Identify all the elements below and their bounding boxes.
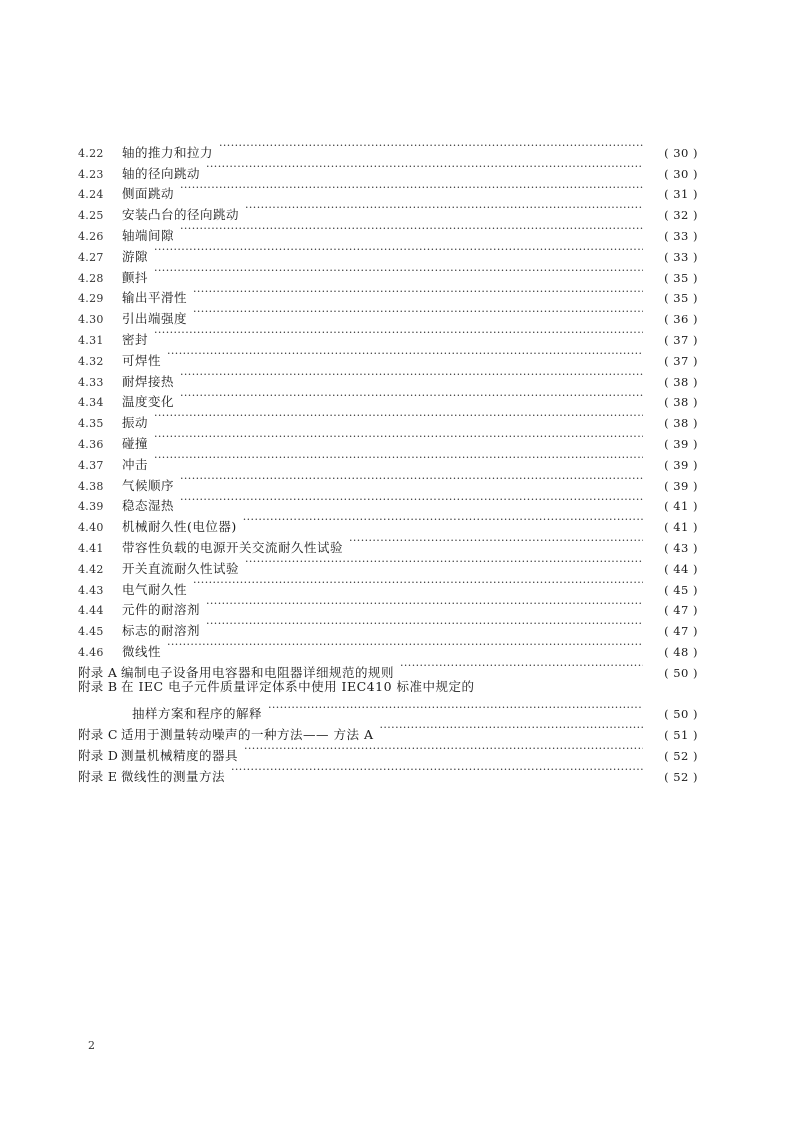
toc-entry[interactable]: [78, 469, 698, 493]
toc-entry-title: 轴的推力和拉力: [122, 144, 214, 160]
appendix-label: 附录 B: [78, 678, 118, 694]
toc-entry-page: ( 47 ): [664, 624, 698, 639]
toc-entry-number: 4.33: [78, 375, 104, 389]
toc-entry-title: 游隙: [122, 248, 149, 264]
toc-entry-number: 4.26: [78, 229, 104, 243]
toc-entry-page: ( 39 ): [664, 436, 698, 451]
toc-entry-title: 引出端强度: [122, 311, 188, 327]
toc-entry-number: 4.29: [78, 292, 104, 306]
toc-entry-number: 4.27: [78, 250, 104, 264]
toc-entry-title: 标志的耐溶剂: [122, 623, 201, 639]
toc-entry-page: ( 38 ): [664, 395, 698, 410]
dot-leader: [180, 178, 643, 199]
toc-entry-page: ( 38 ): [664, 416, 698, 431]
toc-entry-page: ( 48 ): [664, 644, 698, 659]
toc-entry-page: ( 37 ): [664, 353, 698, 368]
dot-leader: [180, 219, 643, 240]
toc-entry-number: 4.39: [78, 500, 104, 514]
toc-entry[interactable]: [78, 136, 698, 160]
toc-entry-title: 元件的耐溶剂: [122, 602, 201, 618]
toc-entry-page: ( 30 ): [664, 166, 698, 181]
dot-leader: [167, 635, 643, 656]
toc-appendix-b[interactable]: [78, 677, 698, 698]
toc-entry-page: ( 37 ): [664, 332, 698, 347]
dot-leader: [244, 739, 643, 760]
toc-entry-number: 4.28: [78, 271, 104, 285]
toc-entry-page: ( 38 ): [664, 374, 698, 389]
appendix-page: ( 51 ): [664, 728, 698, 743]
dot-leader: [180, 386, 643, 407]
toc-entry-title: 输出平滑性: [122, 290, 188, 306]
toc-entry-title: 带容性负载的电源开关交流耐久性试验: [122, 539, 344, 555]
toc-entry-title: 稳态湿热: [122, 498, 175, 514]
dot-leader: [193, 573, 643, 594]
toc-entry-number: 4.32: [78, 354, 104, 368]
dot-leader: [245, 198, 643, 219]
toc-entry-title: 气候顺序: [122, 477, 175, 493]
appendix-label: 附录 E: [78, 768, 118, 784]
toc-entry-title: 耐焊接热: [122, 373, 175, 389]
toc-entry[interactable]: [78, 323, 698, 347]
toc-entry-number: 4.44: [78, 604, 104, 618]
appendix-title: 测量机械精度的器具: [121, 747, 239, 763]
toc-entry-page: ( 41 ): [664, 520, 698, 535]
dot-leader: [219, 136, 643, 157]
toc-appendix-b-continuation[interactable]: [78, 698, 698, 722]
dot-leader: [206, 614, 643, 635]
dot-leader: [154, 448, 643, 469]
toc-entry-title: 轴端间隙: [122, 227, 175, 243]
toc-entry-title: 微线性: [122, 643, 162, 659]
appendix-label: 附录 C: [78, 727, 118, 743]
toc-entry-title: 轴的径向跳动: [122, 165, 201, 181]
toc-entry-title: 碰撞: [122, 435, 149, 451]
toc-entry-number: 4.42: [78, 562, 104, 576]
appendix-label: 附录 A: [78, 664, 118, 680]
dot-leader: [400, 656, 643, 677]
dot-leader: [245, 552, 643, 573]
toc-entry-number: 4.46: [78, 645, 104, 659]
toc-entry[interactable]: [78, 635, 698, 659]
appendix-page: ( 50 ): [664, 707, 698, 722]
toc-entry[interactable]: [78, 344, 698, 368]
toc-entry-title: 侧面跳动: [122, 186, 175, 202]
toc-entry-title: 电气耐久性: [122, 581, 188, 597]
toc-entry-number: 4.41: [78, 541, 104, 555]
toc-entry-page: ( 41 ): [664, 499, 698, 514]
toc-entry-title: 安装凸台的径向跳动: [122, 207, 240, 223]
page-number: 2: [88, 1039, 95, 1052]
toc-entry-number: 4.38: [78, 479, 104, 493]
toc-entry-page: ( 45 ): [664, 582, 698, 597]
toc-entry-number: 4.24: [78, 188, 104, 202]
appendix-page: ( 52 ): [664, 769, 698, 784]
toc-entry-page: ( 39 ): [664, 457, 698, 472]
toc-entry-page: ( 43 ): [664, 540, 698, 555]
toc-entry-page: ( 39 ): [664, 478, 698, 493]
appendix-label: 附录 D: [78, 747, 119, 763]
toc-entry-number: 4.25: [78, 209, 104, 223]
toc-entry-title: 密封: [122, 331, 149, 347]
appendix-title: 适用于测量转动噪声的一种方法—— 方法 A: [121, 727, 374, 743]
dot-leader: [193, 302, 643, 323]
toc-entry-number: 4.45: [78, 625, 104, 639]
dot-leader: [154, 406, 643, 427]
appendix-title: 编制电子设备用电容器和电阻器详细规范的规则: [121, 664, 395, 680]
toc-entry-title: 开关直流耐久性试验: [122, 560, 240, 576]
toc-entry[interactable]: [78, 406, 698, 431]
toc-entry-page: ( 47 ): [664, 603, 698, 618]
table-of-contents: [78, 136, 698, 784]
appendix-page: ( 52 ): [664, 748, 698, 763]
toc-entry[interactable]: [78, 240, 698, 264]
appendix-page: ( 50 ): [664, 665, 698, 680]
toc-entry-page: ( 35 ): [664, 291, 698, 306]
toc-entry-number: 4.37: [78, 458, 104, 472]
toc-entry-page: ( 30 ): [664, 145, 698, 160]
dot-leader: [167, 344, 643, 365]
dot-leader: [379, 718, 643, 739]
dot-leader: [154, 323, 643, 344]
appendix-title-continuation: 抽样方案和程序的解释: [132, 706, 263, 722]
toc-entry-number: 4.31: [78, 333, 104, 347]
dot-leader: [349, 531, 643, 552]
dot-leader: [268, 698, 643, 719]
dot-leader: [154, 240, 643, 261]
toc-entry-number: 4.23: [78, 167, 104, 181]
toc-entry[interactable]: [78, 365, 698, 389]
dot-leader: [206, 594, 643, 615]
appendix-title: 在 IEC 电子元件质量评定体系中使用 IEC410 标准中规定的: [121, 678, 475, 694]
toc-entry-title: 冲击: [122, 456, 149, 472]
toc-entry-page: ( 44 ): [664, 561, 698, 576]
toc-entry-page: ( 36 ): [664, 312, 698, 327]
toc-entry-number: 4.35: [78, 417, 104, 431]
dot-leader: [193, 282, 643, 303]
toc-entry-title: 可焊性: [122, 352, 162, 368]
toc-entry-number: 4.34: [78, 396, 104, 410]
toc-entry-number: 4.40: [78, 521, 104, 535]
toc-entry-title: 温度变化: [122, 394, 175, 410]
dot-leader: [243, 510, 643, 531]
toc-entry-page: ( 33 ): [664, 228, 698, 243]
toc-entry-title: 振动: [122, 415, 149, 431]
toc-entry-number: 4.30: [78, 313, 104, 327]
toc-entry-page: ( 31 ): [664, 187, 698, 202]
toc-entry-page: ( 35 ): [664, 270, 698, 285]
toc-entry-number: 4.22: [78, 146, 104, 160]
dot-leader: [180, 469, 643, 490]
toc-entry[interactable]: [78, 282, 698, 306]
toc-entry-page: ( 32 ): [664, 208, 698, 223]
dot-leader: [154, 427, 643, 448]
toc-entry-page: ( 33 ): [664, 249, 698, 264]
appendix-title: 微线性的测量方法: [121, 768, 226, 784]
dot-leader: [231, 760, 643, 781]
dot-leader: [154, 261, 643, 282]
toc-entry[interactable]: [78, 448, 698, 472]
dot-leader: [180, 490, 643, 511]
toc-entry-number: 4.43: [78, 583, 104, 597]
toc-appendix-a[interactable]: [78, 656, 698, 680]
dot-leader: [206, 157, 643, 178]
toc-entry-title: 颤抖: [122, 269, 149, 285]
toc-entry[interactable]: [78, 427, 698, 451]
toc-entry[interactable]: [78, 261, 698, 285]
toc-entry-title: 机械耐久性(电位器): [122, 519, 237, 535]
dot-leader: [180, 365, 643, 386]
toc-entry-number: 4.36: [78, 437, 104, 451]
